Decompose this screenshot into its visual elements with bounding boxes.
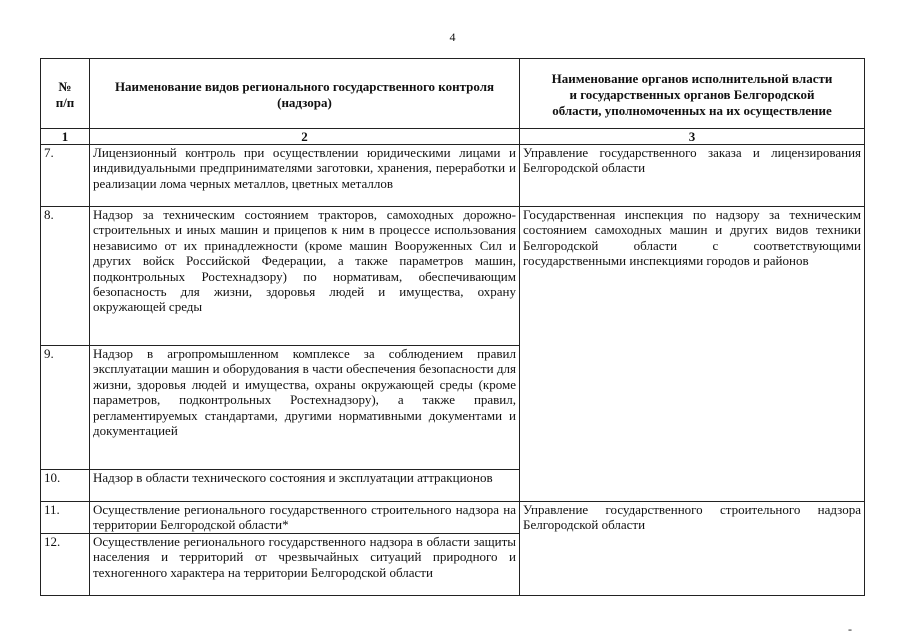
control-kind-cell: Надзор в области технического состояния и эксплуатации аттракционов — [90, 470, 520, 502]
page-number: 4 — [449, 30, 456, 44]
control-kind-cell: Надзор за техническим состоянием тракторов, самоходных дорожно-строительных и иных машин и прицепов к ним в процессе использования независимо от их принадлежности (кроме машин Вооруженных Сил и других войск Российской Федерации, а также параметров машин, подконтрольных Ростехнадзору) по нормативам, обеспечивающим безопасность для жизни, здоровья людей и имущества, охрану окружающей среды — [90, 207, 520, 346]
control-kind-cell: Надзор в агропромышленном комплексе за соблюдением правил эксплуатации машин и оборудования в части обеспечения безопасности для жизни, здоровья людей и имущества, охраны окружающей среды (кроме параметров, подконтрольных Ростехнадзору), а также правил, регламентируемых стандартами, другими нормативными документами и документацией — [90, 346, 520, 470]
column-number: 2 — [90, 129, 520, 145]
table-header-row — [41, 59, 865, 129]
row-number: 9. — [41, 346, 90, 470]
row-number: 11. — [41, 502, 90, 534]
row-number: 12. — [41, 534, 90, 596]
footer-mark: - — [848, 622, 852, 636]
table-row — [41, 207, 865, 346]
authority-cell: Управление государственного строительного надзора Белгородской области — [520, 502, 865, 596]
authority-cell: Государственная инспекция по надзору за техническим состоянием самоходных машин и других видов техники Белгородской области с соответствующими государственными инспекциями городов и районов — [520, 207, 865, 502]
column-number: 1 — [41, 129, 90, 145]
control-kind-cell: Лицензионный контроль при осуществлении юридическими лицами и индивидуальными предпринимателями заготовки, хранения, переработки и реализации лома черных металлов, цветных металлов — [90, 145, 520, 207]
control-kind-cell: Осуществление регионального государственного строительного надзора на территории Белгородской области* — [90, 502, 520, 534]
header-control-kind: Наименование видов регионального государственного контроля (надзора) — [90, 59, 520, 129]
row-number: 7. — [41, 145, 90, 207]
header-number: № п/п — [41, 59, 90, 129]
row-number: 8. — [41, 207, 90, 346]
table-row — [41, 502, 865, 534]
control-kind-cell: Осуществление регионального государственного надзора в области защиты населения и территорий от чрезвычайных ситуаций природного и техногенного характера на территории Белгородской области — [90, 534, 520, 596]
header-authority: Наименование органов исполнительной власти и государственных органов Белгородской области, уполномоченных на их осуществление — [520, 59, 865, 129]
table-row — [41, 145, 865, 207]
column-number-row — [41, 129, 865, 145]
row-number: 10. — [41, 470, 90, 502]
column-number: 3 — [520, 129, 865, 145]
regional-control-table — [40, 58, 865, 596]
authority-cell: Управление государственного заказа и лицензирования Белгородской области — [520, 145, 865, 207]
